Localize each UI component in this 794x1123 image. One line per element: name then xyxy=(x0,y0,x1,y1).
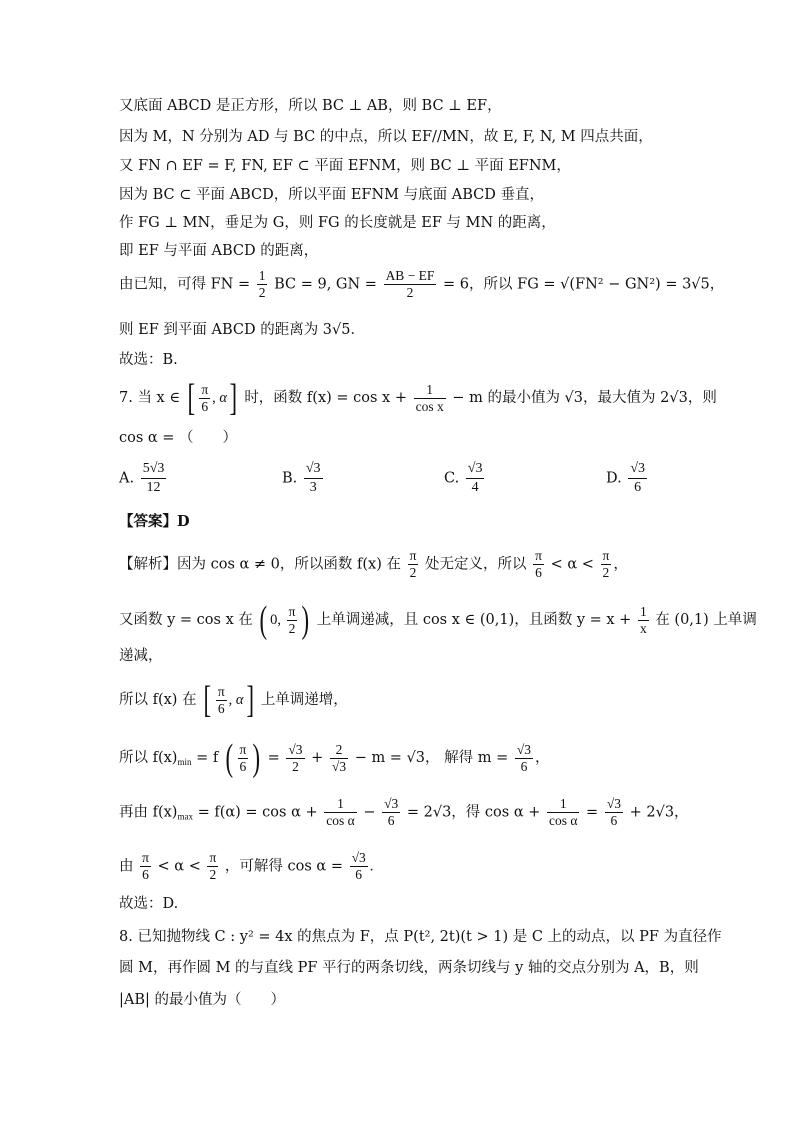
answer-label: 【答案】D xyxy=(119,513,190,530)
question-7-stem: 7. 当 x ∈ [ $\frac{\pi}{6}$ , α] 时，函数 f(x) = cos x + $\frac{1}{\text{cos x}}$ − m 的最小值为 √3，最大值为 2√3，则 xyxy=(119,377,717,419)
fraction-half: $\frac{1}{2}$ xyxy=(258,268,266,300)
option-d[interactable]: D. $\frac{√3}{6}$ xyxy=(606,461,646,495)
question-8-line-3: |AB| 的最小值为（ ） xyxy=(119,992,286,1008)
option-c[interactable]: C. $\frac{√3}{4}$ xyxy=(444,461,483,495)
explanation-line-8: 故选：D. xyxy=(119,896,179,912)
option-b[interactable]: B. $\frac{√3}{3}$ xyxy=(282,461,321,495)
explanation-line-7: 由 $\frac{\pi}{6}$ < α < $\frac{\pi}{2}$ ，可解得 cos α = $\frac{√3}{6}$ . xyxy=(119,850,374,882)
solution-line-2: 因为 M，N 分别为 AD 与 BC 的中点，所以 EF//MN，故 E, F, N, M 四点共面， xyxy=(119,129,653,145)
explanation-line-4: 所以 f(x) 在 [ $\frac{\pi}{6}$ , α] 上单调递增， xyxy=(119,679,348,721)
solution-line-5: 作 FG ⊥ MN，垂足为 G，则 FG 的长度就是 EF 与 MN 的距离， xyxy=(119,215,556,231)
solution-line-8: 则 EF 到平面 ABCD 的距离为 3√5． xyxy=(119,322,365,338)
question-7-stem-cont: cos α = （ ） xyxy=(119,430,238,446)
explanation-line-5: 所以 $f(x)_{min} = f$ ( $\frac{\pi}{6}$ ) = $\frac{√3}{2}$ + $\frac{2}{√3}$ − m = √3， 解得 m = $\frac{√3}{6}$ ， xyxy=(119,737,550,779)
solution-line-7: 由已知，可得 FN = $\frac{1}{2}$ BC = 9, GN = $\frac{AB - EF}{2}$ = 6，所以 FG = √(FN² − GN²) = 3√5， xyxy=(119,268,725,300)
solution-line-3: 又 FN ∩ EF = F, FN, EF ⊂ 平面 EFNM，则 BC ⊥ 平面 EFNM， xyxy=(119,158,571,174)
explanation-line-6: 再由 $f(x)_{max} = f(\alpha) = \cos \alpha$ + $\frac{1}{\text{cos α}}$ − $\frac{√3}{6}$ = 2√3，得 cos α + $\frac{1}{\text{cos α}}$ = $\frac{√3}{6}$ + 2√3， xyxy=(119,796,689,828)
explanation-line-3: 递减， xyxy=(119,648,163,664)
solution-line-6: 即 EF 与平面 ABCD 的距离， xyxy=(119,243,319,259)
question-8-line-1: 8. 已知抛物线 C : y² = 4x 的焦点为 F，点 P(t², 2t)(t > 1) 是 C 上的动点，以 PF 为直径作 xyxy=(119,929,722,945)
solution-line-9: 故选：B. xyxy=(119,352,178,368)
explanation-line-2: 又函数 y = cos x 在 ( 0, $\frac{\pi}{2}$ ) 上单调递减，且 cos x ∈ (0,1)，且函数 y = x + $\frac{1}{x}$ 在 (0,1) 上单调 xyxy=(119,599,757,641)
question-8-line-2: 圆 M，再作圆 M 的与直线 PF 平行的两条切线，两条切线与 y 轴的交点分别为 A，B，则 xyxy=(119,960,699,976)
solution-line-4: 因为 BC ⊂ 平面 ABCD，所以平面 EFNM 与底面 ABCD 垂直， xyxy=(119,187,544,203)
fraction-ab-ef: $\frac{AB - EF}{2}$ xyxy=(385,268,435,300)
explanation-line-1: 【解析】因为 cos α ≠ 0，所以函数 f(x) 在 $\frac{\pi}{2}$ 处无定义，所以 $\frac{\pi}{6}$ < α < $\frac{\pi}{2}$ ， xyxy=(119,548,628,580)
solution-line-1: 又底面 ABCD 是正方形，所以 BC ⊥ AB，则 BC ⊥ EF， xyxy=(119,98,502,114)
option-a[interactable]: A. $\frac{5√3}{12}$ xyxy=(119,461,165,495)
